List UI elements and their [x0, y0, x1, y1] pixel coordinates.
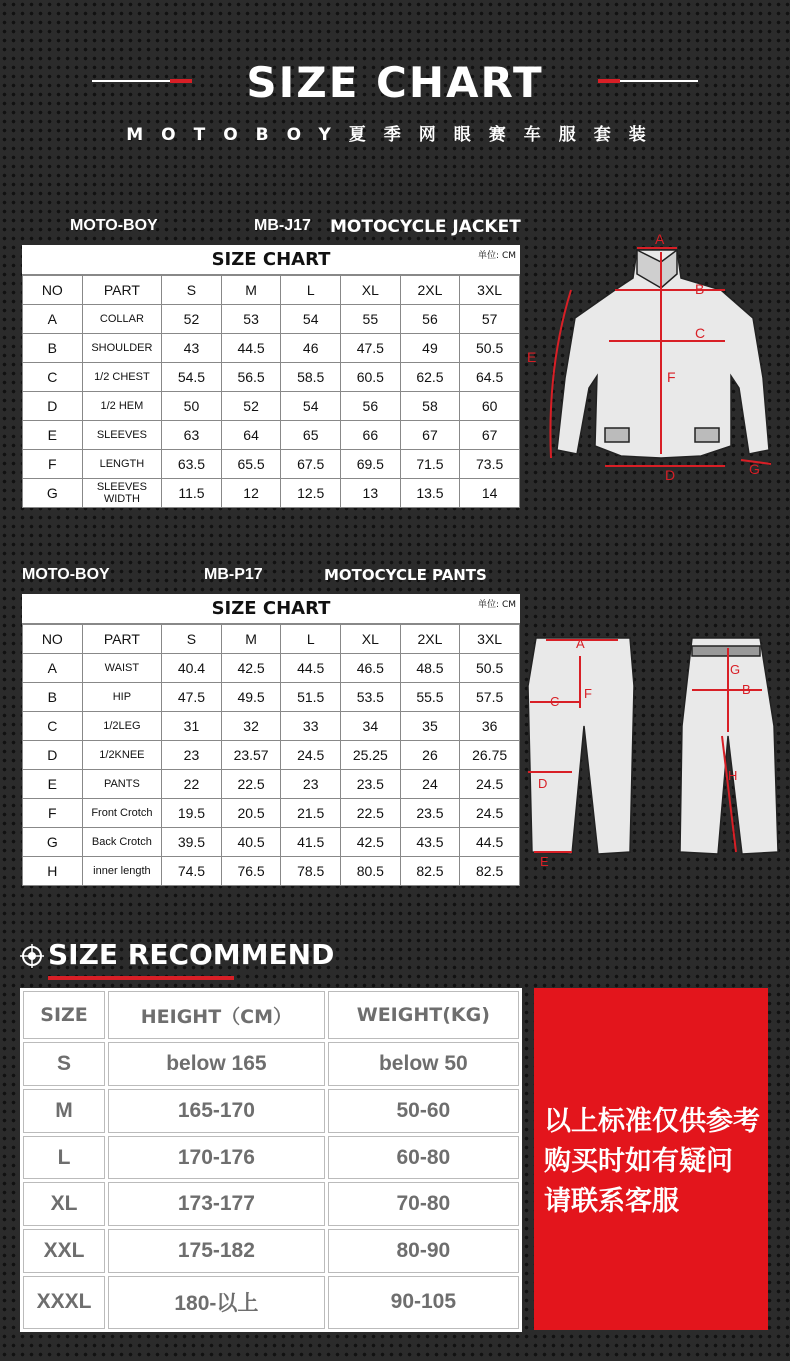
recommend-weight: below 50	[328, 1042, 519, 1086]
pants-header-cell: S	[162, 625, 222, 654]
pants-header-cell: PART	[82, 625, 162, 654]
jacket-table-row	[23, 450, 520, 479]
pants-measurement: 22.5	[341, 799, 401, 828]
jacket-measurement: 65.5	[221, 450, 281, 479]
pants-back-yoke	[692, 646, 760, 656]
note-line-3: 请联系客服	[544, 1186, 679, 1217]
pants-table-title	[22, 594, 520, 624]
jacket-measurement: 54	[281, 305, 341, 334]
pants-measurement: 80.5	[341, 857, 401, 886]
recommend-header-cell: SIZE	[23, 991, 105, 1039]
pants-measurement: 24.5	[460, 799, 520, 828]
pants-row-code: C	[23, 712, 83, 741]
pants-measurement: 21.5	[281, 799, 341, 828]
jacket-table-grid	[22, 275, 520, 508]
pants-measurement: 24	[400, 770, 460, 799]
pants-measurement: 55.5	[400, 683, 460, 712]
jacket-measurement: 47.5	[341, 334, 401, 363]
recommend-row	[23, 1042, 519, 1086]
recommend-weight: 80-90	[328, 1229, 519, 1273]
pants-header-row	[23, 625, 520, 654]
jacket-measurement: 11.5	[162, 479, 222, 508]
recommend-height: 180-以上	[108, 1276, 325, 1329]
jacket-table-row	[23, 305, 520, 334]
recommend-weight: 70-80	[328, 1182, 519, 1226]
jacket-part-name: SLEEVES WIDTH	[82, 479, 162, 508]
jacket-row-code: D	[23, 392, 83, 421]
jacket-measurement: 46	[281, 334, 341, 363]
jacket-product: MOTOCYCLE JACKET	[330, 217, 521, 237]
jacket-part-name: COLLAR	[82, 305, 162, 334]
jacket-row-code: F	[23, 450, 83, 479]
note-line-1: 以上标准仅供参考	[544, 1106, 760, 1137]
pants-measurement: 47.5	[162, 683, 222, 712]
jacket-diagram	[525, 228, 787, 490]
note-line-2: 购买时如有疑问	[544, 1146, 733, 1177]
jacket-measurement: 67	[460, 421, 520, 450]
recommend-height: 165-170	[108, 1089, 325, 1133]
pants-table-row	[23, 828, 520, 857]
page-subtitle: MOTOBOY夏季网眼赛车服套装	[126, 125, 664, 145]
pants-row-code: H	[23, 857, 83, 886]
jacket-measurement: 65	[281, 421, 341, 450]
jacket-measurement: 64	[221, 421, 281, 450]
pants-brand: MOTO-BOY	[22, 566, 110, 583]
jacket-header-cell: 3XL	[460, 276, 520, 305]
pants-measurement: 23.5	[341, 770, 401, 799]
pants-measurement: 24.5	[281, 741, 341, 770]
pants-measurement: 44.5	[281, 654, 341, 683]
pants-table-row	[23, 857, 520, 886]
recommend-weight: 50-60	[328, 1089, 519, 1133]
jacket-measurement: 60	[460, 392, 520, 421]
pants-measurement: 26	[400, 741, 460, 770]
pants-measurement: 20.5	[221, 799, 281, 828]
pants-measurement: 23	[162, 741, 222, 770]
jacket-measurement: 43	[162, 334, 222, 363]
jacket-row-code: G	[23, 479, 83, 508]
jacket-header-cell: NO	[23, 276, 83, 305]
pants-part-name: inner length	[82, 857, 162, 886]
jacket-label-g: G	[749, 461, 760, 477]
recommend-height: 173-177	[108, 1182, 325, 1226]
jacket-header-cell: XL	[341, 276, 401, 305]
jacket-row-code: E	[23, 421, 83, 450]
jacket-measurement: 62.5	[400, 363, 460, 392]
pants-measurement: 57.5	[460, 683, 520, 712]
pants-table-row	[23, 712, 520, 741]
jacket-measurement: 13	[341, 479, 401, 508]
pants-part-name: 1/2KNEE	[82, 741, 162, 770]
jacket-measurement: 56.5	[221, 363, 281, 392]
pants-diagram	[522, 626, 788, 870]
jacket-unit: 单位: CM	[478, 251, 516, 261]
jacket-measurement: 63.5	[162, 450, 222, 479]
pants-measurement: 40.4	[162, 654, 222, 683]
jacket-measurement: 58.5	[281, 363, 341, 392]
target-icon	[20, 944, 44, 968]
pants-part-name: Front Crotch	[82, 799, 162, 828]
pants-row-code: F	[23, 799, 83, 828]
pants-measurement: 43.5	[400, 828, 460, 857]
pants-label-h: H	[728, 768, 738, 783]
pants-header-cell: 3XL	[460, 625, 520, 654]
jacket-measurement: 49	[400, 334, 460, 363]
recommend-row	[23, 1136, 519, 1180]
jacket-table-row	[23, 421, 520, 450]
jacket-table-row	[23, 334, 520, 363]
jacket-label-d: D	[665, 467, 676, 483]
pants-table-row	[23, 741, 520, 770]
jacket-part-name: SLEEVES	[82, 421, 162, 450]
jacket-measurement: 52	[221, 392, 281, 421]
recommend-height: below 165	[108, 1042, 325, 1086]
pants-measurement: 26.75	[460, 741, 520, 770]
pants-row-code: G	[23, 828, 83, 857]
jacket-measurement: 56	[400, 305, 460, 334]
pants-measurement: 33	[281, 712, 341, 741]
pants-product: MOTOCYCLE PANTS	[324, 566, 487, 584]
jacket-measurement: 58	[400, 392, 460, 421]
pants-measurement: 78.5	[281, 857, 341, 886]
jacket-measurement: 53	[221, 305, 281, 334]
jacket-table-title-text: SIZE CHART	[211, 249, 331, 270]
pants-part-name: PANTS	[82, 770, 162, 799]
jacket-table-row	[23, 392, 520, 421]
pants-measurement: 31	[162, 712, 222, 741]
jacket-table-row	[23, 479, 520, 508]
jacket-part-name: LENGTH	[82, 450, 162, 479]
pants-table-title-text: SIZE CHART	[211, 598, 331, 619]
recommend-table	[20, 988, 522, 1332]
jacket-measurement: 57	[460, 305, 520, 334]
pants-label-d: D	[538, 776, 548, 791]
jacket-pocket-right	[695, 428, 719, 442]
jacket-measurement: 67	[400, 421, 460, 450]
pants-measurement: 35	[400, 712, 460, 741]
jacket-measurement: 12	[221, 479, 281, 508]
pants-part-name: HIP	[82, 683, 162, 712]
pants-unit: 单位: CM	[478, 600, 516, 610]
jacket-measurement: 13.5	[400, 479, 460, 508]
jacket-measurement: 50.5	[460, 334, 520, 363]
jacket-header-cell: PART	[82, 276, 162, 305]
pants-header-cell: NO	[23, 625, 83, 654]
recommend-weight: 60-80	[328, 1136, 519, 1180]
pants-measurement: 82.5	[460, 857, 520, 886]
pants-measurement: 48.5	[400, 654, 460, 683]
jacket-measurement: 12.5	[281, 479, 341, 508]
jacket-pocket-left	[605, 428, 629, 442]
pants-measurement: 41.5	[281, 828, 341, 857]
jacket-measurement: 50	[162, 392, 222, 421]
pants-measurement: 39.5	[162, 828, 222, 857]
recommend-table-grid	[20, 988, 522, 1332]
jacket-label-a: A	[655, 231, 665, 247]
recommend-size: XXL	[23, 1229, 105, 1273]
jacket-measurement: 73.5	[460, 450, 520, 479]
recommend-note-box	[534, 988, 768, 1330]
recommend-header-cell: HEIGHT（CM）	[108, 991, 325, 1039]
pants-header-cell: 2XL	[400, 625, 460, 654]
jacket-measurement: 52	[162, 305, 222, 334]
jacket-label-c: C	[695, 325, 706, 341]
jacket-part-name: SHOULDER	[82, 334, 162, 363]
pants-table-row	[23, 683, 520, 712]
pants-measurement: 49.5	[221, 683, 281, 712]
pants-measurement: 23.5	[400, 799, 460, 828]
pants-model: MB-P17	[204, 566, 263, 583]
recommend-row	[23, 1229, 519, 1273]
pants-label-f: F	[584, 686, 592, 701]
pants-measurement: 53.5	[341, 683, 401, 712]
pants-measurement: 34	[341, 712, 401, 741]
page-title: SIZE CHART	[246, 58, 544, 107]
jacket-label-b: B	[695, 281, 705, 297]
pants-table-row	[23, 770, 520, 799]
pants-measurement: 23	[281, 770, 341, 799]
jacket-measurement: 60.5	[341, 363, 401, 392]
jacket-measurement: 14	[460, 479, 520, 508]
jacket-measurement: 69.5	[341, 450, 401, 479]
jacket-model: MB-J17	[254, 217, 311, 234]
recommend-row	[23, 1276, 519, 1329]
pants-size-table	[22, 594, 520, 885]
pants-row-code: D	[23, 741, 83, 770]
recommend-size: XL	[23, 1182, 105, 1226]
recommend-row	[23, 1182, 519, 1226]
pants-table-grid	[22, 624, 520, 886]
jacket-row-code: A	[23, 305, 83, 334]
jacket-header-cell: L	[281, 276, 341, 305]
jacket-measurement: 67.5	[281, 450, 341, 479]
jacket-measurement: 64.5	[460, 363, 520, 392]
jacket-size-table	[22, 245, 520, 507]
jacket-measurement: 63	[162, 421, 222, 450]
jacket-measurement: 54.5	[162, 363, 222, 392]
pants-measurement: 25.25	[341, 741, 401, 770]
jacket-row-code: B	[23, 334, 83, 363]
jacket-table-row	[23, 363, 520, 392]
jacket-table-title	[22, 245, 520, 275]
jacket-measurement: 66	[341, 421, 401, 450]
pants-measurement: 40.5	[221, 828, 281, 857]
jacket-measurement: 56	[341, 392, 401, 421]
jacket-label-e: E	[527, 349, 537, 365]
pants-header-cell: XL	[341, 625, 401, 654]
pants-measurement: 46.5	[341, 654, 401, 683]
pants-measurement: 51.5	[281, 683, 341, 712]
pants-measurement: 36	[460, 712, 520, 741]
pants-measurement: 42.5	[221, 654, 281, 683]
pants-measurement: 24.5	[460, 770, 520, 799]
pants-label-b: B	[742, 682, 751, 697]
pants-measurement: 82.5	[400, 857, 460, 886]
jacket-measurement: 55	[341, 305, 401, 334]
jacket-header-row	[23, 276, 520, 305]
jacket-brand: MOTO-BOY	[70, 217, 158, 234]
pants-measurement: 19.5	[162, 799, 222, 828]
pants-measurement: 32	[221, 712, 281, 741]
recommend-title: SIZE RECOMMEND	[48, 938, 335, 971]
pants-measurement: 44.5	[460, 828, 520, 857]
pants-part-name: WAIST	[82, 654, 162, 683]
pants-header-cell: L	[281, 625, 341, 654]
recommend-size: M	[23, 1089, 105, 1133]
pants-part-name: 1/2LEG	[82, 712, 162, 741]
jacket-header-cell: M	[221, 276, 281, 305]
pants-table-row	[23, 799, 520, 828]
pants-measurement: 22	[162, 770, 222, 799]
recommend-height: 175-182	[108, 1229, 325, 1273]
pants-measurement: 22.5	[221, 770, 281, 799]
pants-label-e: E	[540, 854, 549, 869]
jacket-label-f: F	[667, 369, 676, 385]
recommend-underline	[48, 976, 234, 980]
pants-row-code: A	[23, 654, 83, 683]
pants-label-a: A	[576, 636, 585, 651]
pants-label-g: G	[730, 662, 741, 677]
jacket-measurement: 71.5	[400, 450, 460, 479]
jacket-measurement: 44.5	[221, 334, 281, 363]
recommend-header-cell: WEIGHT(KG)	[328, 991, 519, 1039]
pants-measurement: 76.5	[221, 857, 281, 886]
recommend-size: L	[23, 1136, 105, 1180]
pants-measurement: 74.5	[162, 857, 222, 886]
jacket-part-name: 1/2 HEM	[82, 392, 162, 421]
pants-row-code: B	[23, 683, 83, 712]
pants-measurement: 50.5	[460, 654, 520, 683]
pants-measurement: 23.57	[221, 741, 281, 770]
pants-measurement: 42.5	[341, 828, 401, 857]
jacket-row-code: C	[23, 363, 83, 392]
pants-header-cell: M	[221, 625, 281, 654]
pants-label-c: C	[550, 694, 560, 709]
pants-row-code: E	[23, 770, 83, 799]
recommend-weight: 90-105	[328, 1276, 519, 1329]
recommend-header-row	[23, 991, 519, 1039]
recommend-size: S	[23, 1042, 105, 1086]
recommend-row	[23, 1089, 519, 1133]
jacket-header-cell: 2XL	[400, 276, 460, 305]
jacket-measurement: 54	[281, 392, 341, 421]
jacket-header-cell: S	[162, 276, 222, 305]
recommend-height: 170-176	[108, 1136, 325, 1180]
pants-table-row	[23, 654, 520, 683]
recommend-size: XXXL	[23, 1276, 105, 1329]
jacket-part-name: 1/2 CHEST	[82, 363, 162, 392]
pants-part-name: Back Crotch	[82, 828, 162, 857]
